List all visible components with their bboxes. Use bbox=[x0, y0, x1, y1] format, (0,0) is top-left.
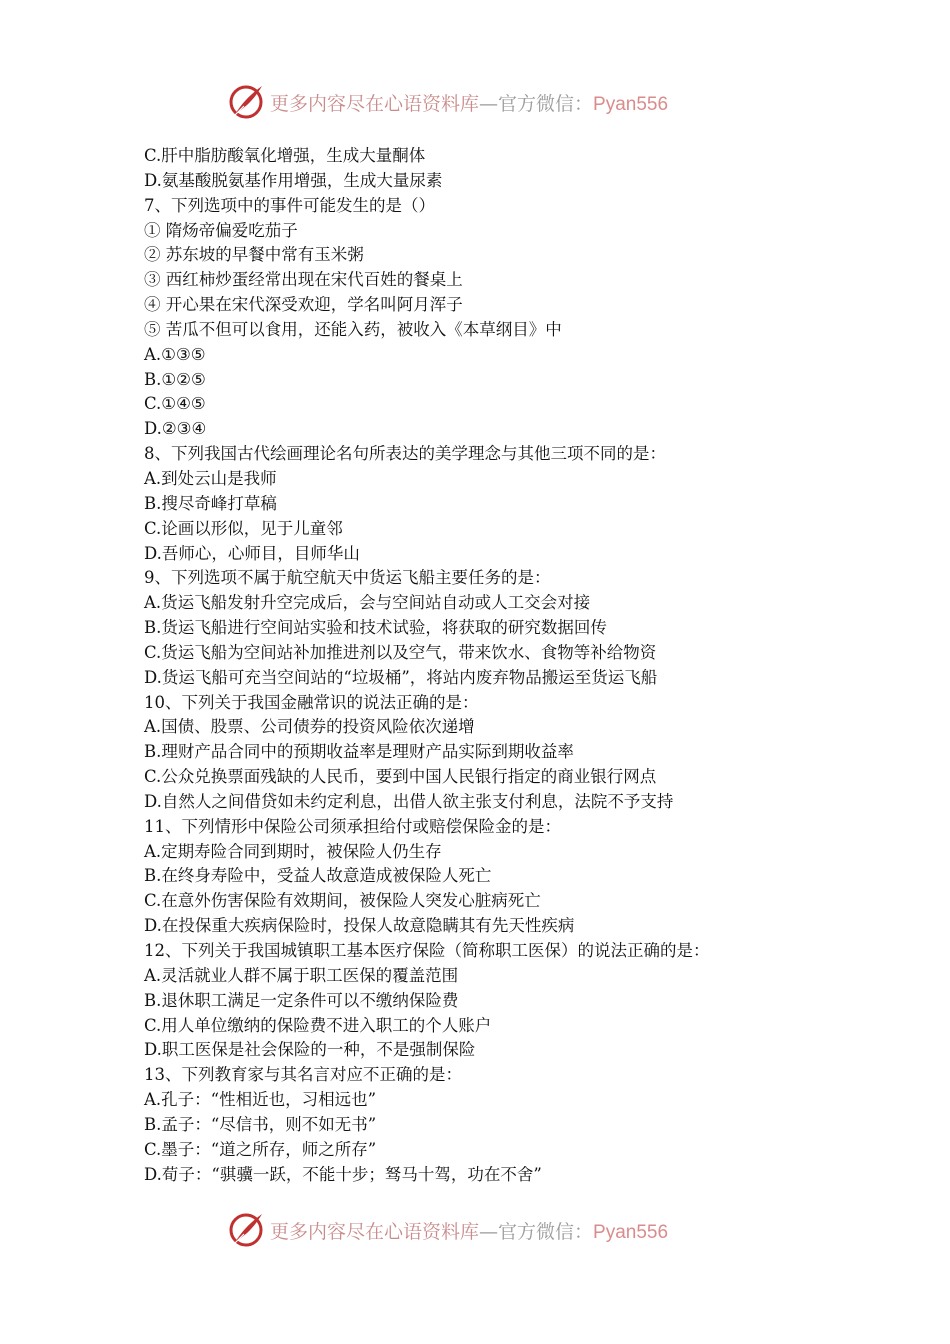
text-line: B.孟子：“尽信书，则不如无书” bbox=[144, 1114, 377, 1134]
text-line: A.孔子：“性相近也，习相远也” bbox=[144, 1090, 377, 1110]
text-line: B.理财产品合同中的预期收益率是理财产品实际到期收益率 bbox=[144, 742, 574, 762]
text-line: D.在投保重大疾病保险时，投保人故意隐瞒其有先天性疾病 bbox=[144, 916, 575, 936]
text-line: B.货运飞船进行空间站实验和技术试验，将获取的研究数据回传 bbox=[144, 618, 607, 638]
question-stem: 13、下列教育家与其名言对应不正确的是： bbox=[144, 1065, 462, 1085]
question-stem: 8、下列我国古代绘画理论名句所表达的美学理念与其他三项不同的是： bbox=[144, 444, 666, 464]
text-line: D.氨基酸脱氨基作用增强，生成大量尿素 bbox=[144, 170, 443, 190]
text-line: C.在意外伤害保险有效期间，被保险人突发心脏病死亡 bbox=[144, 891, 541, 911]
question-stem: 11、下列情形中保险公司须承担给付或赔偿保险金的是： bbox=[144, 816, 561, 836]
question-stem: 7、下列选项中的事件可能发生的是（） bbox=[144, 195, 435, 215]
banner-wechat: Pyan556 bbox=[593, 93, 669, 115]
text-line: ④ 开心果在宋代深受欢迎，学名叫阿月浑子 bbox=[144, 295, 463, 315]
text-line: C.肝中脂肪酸氧化增强，生成大量酮体 bbox=[144, 146, 426, 165]
text-line: D.自然人之间借贷如未约定利息，出借人欲主张支付利息，法院不予支持 bbox=[144, 791, 674, 811]
text-line: C.公众兑换票面残缺的人民币，要到中国人民银行指定的商业银行网点 bbox=[144, 767, 657, 787]
text-line: A.到处云山是我师 bbox=[144, 468, 277, 488]
text-line: A.①③⑤ bbox=[144, 344, 206, 364]
banner-main: 更多内容尽在心语资料库 bbox=[270, 92, 480, 115]
banner-sub: 官方微信： bbox=[498, 92, 594, 115]
text-line: C.墨子：“道之所存，师之所存” bbox=[144, 1139, 377, 1159]
quill-pen-icon bbox=[226, 82, 266, 122]
banner-separator: — bbox=[479, 92, 499, 115]
text-line: B.搜尽奇峰打草稿 bbox=[144, 493, 277, 513]
banner-separator: — bbox=[479, 1220, 499, 1243]
banner-text bbox=[270, 1217, 668, 1244]
text-line: C.货运飞船为空间站补加推进剂以及空气，带来饮水、食物等补给物资 bbox=[144, 642, 657, 662]
text-line: D.②③④ bbox=[144, 419, 207, 439]
text-line: ③ 西红柿炒蛋经常出现在宋代百姓的餐桌上 bbox=[144, 270, 463, 290]
text-line: A.货运飞船发射升空完成后，会与空间站自动或人工交会对接 bbox=[144, 593, 591, 613]
question-stem: 12、下列关于我国城镇职工基本医疗保险（简称职工医保）的说法正确的是： bbox=[144, 941, 710, 960]
text-line: B.在终身寿险中，受益人故意造成被保险人死亡 bbox=[144, 866, 492, 886]
text-line: A.灵活就业人群不属于职工医保的覆盖范围 bbox=[144, 965, 459, 985]
text-line: D.荀子：“骐骥一跃，不能十步；驽马十驾，功在不舍” bbox=[144, 1164, 542, 1184]
text-line: D.吾师心，心师目，目师华山 bbox=[144, 543, 360, 563]
quill-pen-icon bbox=[226, 1210, 266, 1250]
text-line: B.①②⑤ bbox=[144, 369, 206, 389]
text-line: ⑤ 苦瓜不但可以食用，还能入药，被收入《本草纲目》中 bbox=[144, 319, 562, 339]
footer-banner bbox=[226, 1208, 726, 1252]
text-line: D.货运飞船可充当空间站的“垃圾桶”，将站内废弃物品搬运至货运飞船 bbox=[144, 667, 658, 687]
question-stem: 10、下列关于我国金融常识的说法正确的是： bbox=[144, 692, 479, 712]
header-banner bbox=[226, 80, 726, 124]
text-line: C.用人单位缴纳的保险费不进入职工的个人账户 bbox=[144, 1015, 492, 1035]
banner-sub: 官方微信： bbox=[498, 1220, 594, 1243]
document-body bbox=[144, 144, 844, 1187]
text-line: C.论画以形似，见于儿童邻 bbox=[144, 518, 343, 538]
text-line: ② 苏东坡的早餐中常有玉米粥 bbox=[144, 245, 364, 265]
banner-main: 更多内容尽在心语资料库 bbox=[270, 1220, 480, 1243]
text-line: A.国债、股票、公司债券的投资风险依次递增 bbox=[144, 717, 475, 737]
banner-text bbox=[270, 89, 668, 116]
text-line: B.退休职工满足一定条件可以不缴纳保险费 bbox=[144, 990, 459, 1010]
text-line: D.职工医保是社会保险的一种，不是强制保险 bbox=[144, 1040, 476, 1060]
text-line: A.定期寿险合同到期时，被保险人仍生存 bbox=[144, 841, 442, 861]
text-line: ① 隋炀帝偏爱吃茄子 bbox=[144, 220, 298, 240]
banner-wechat: Pyan556 bbox=[593, 1221, 669, 1243]
question-stem: 9、下列选项不属于航空航天中货运飞船主要任务的是： bbox=[144, 568, 551, 588]
text-line: C.①④⑤ bbox=[144, 394, 206, 414]
